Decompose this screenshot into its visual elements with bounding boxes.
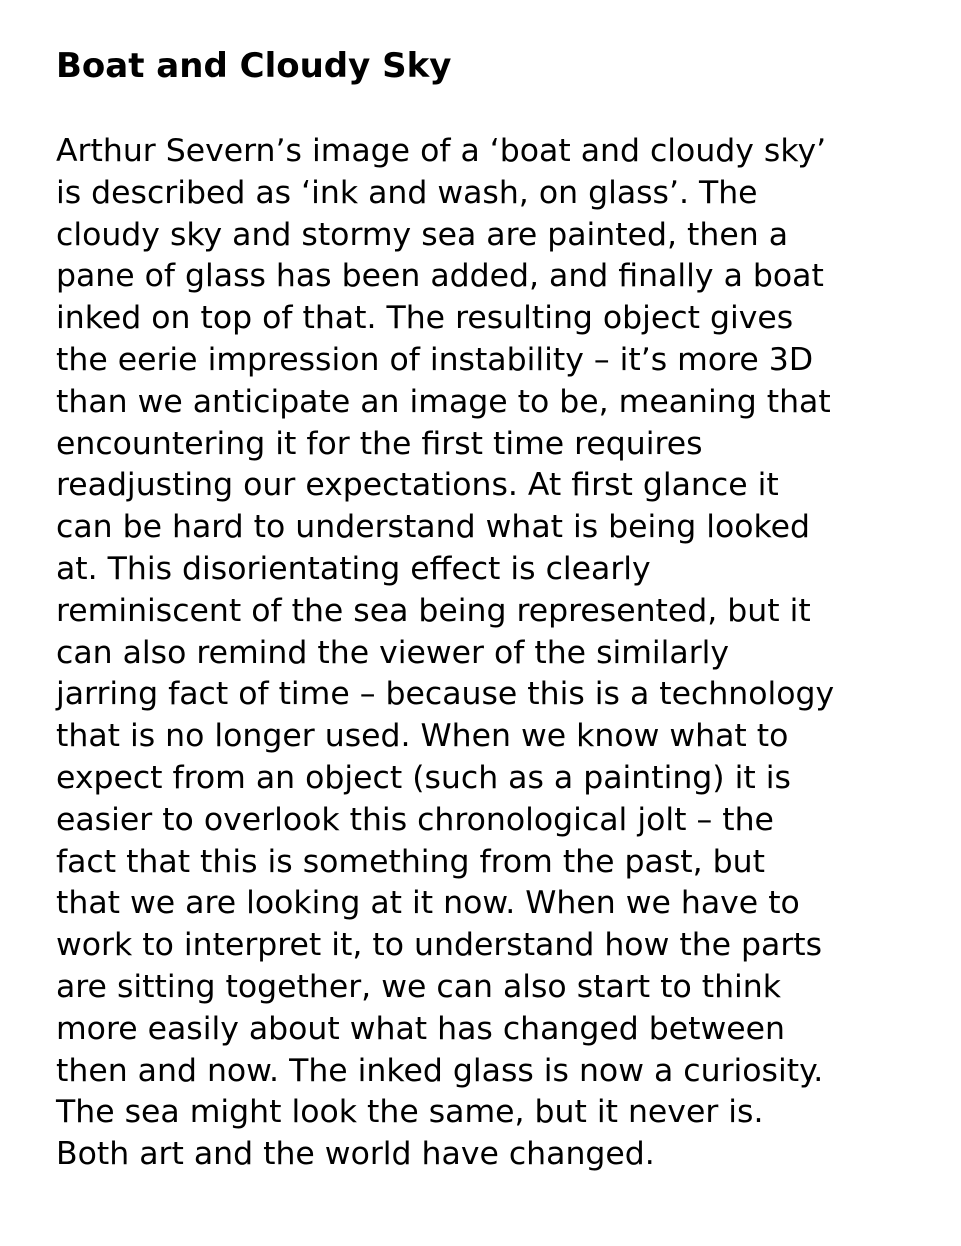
body-line: work to interpret it, to understand how the parts — [56, 927, 823, 964]
body-line: are sitting together, we can also start to think — [56, 968, 782, 1005]
body-line: Arthur Severn’s image of a ‘boat and cloudy sky’ — [56, 133, 827, 169]
body-line: encountering it for the first time requires — [56, 425, 703, 462]
body-line: jarring fact of time – because this is a technology — [56, 676, 835, 713]
body-line: more easily about what has changed between — [56, 1010, 785, 1047]
body-line: readjusting our expectations. At first glance it — [56, 467, 779, 504]
body-line: at. This disorientating effect is clearly — [56, 550, 651, 587]
body-line: The sea might look the same, but it never is. — [56, 1094, 764, 1131]
body-line: cloudy sky and stormy sea are painted, then a — [56, 216, 788, 253]
body-line: reminiscent of the sea being represented, but it — [56, 592, 811, 629]
body-line: that we are looking at it now. When we have to — [56, 885, 800, 922]
body-line: can also remind the viewer of the similarly — [56, 634, 730, 671]
body-line: expect from an object (such as a painting) it is — [56, 759, 791, 796]
body-line: Both art and the world have changed. — [56, 1136, 655, 1173]
document-title: Boat and Cloudy Sky — [56, 46, 452, 86]
body-line: pane of glass has been added, and finally a boat — [56, 258, 824, 295]
body-line: inked on top of that. The resulting object gives — [56, 300, 794, 337]
body-line: then and now. The inked glass is now a curiosity. — [56, 1052, 824, 1089]
body-line: the eerie impression of instability – it’s more 3D — [56, 341, 814, 378]
body-line: easier to overlook this chronological jolt – the — [56, 801, 774, 838]
body-line: fact that this is something from the past, but — [56, 843, 765, 880]
body-paragraph — [56, 131, 936, 1176]
body-line: than we anticipate an image to be, meaning that — [56, 383, 831, 420]
body-line: can be hard to understand what is being looked — [56, 509, 811, 546]
body-line: is described as ‘ink and wash, on glass’. The — [56, 174, 758, 211]
body-line: that is no longer used. When we know what to — [56, 718, 789, 755]
document-page — [56, 44, 936, 1176]
